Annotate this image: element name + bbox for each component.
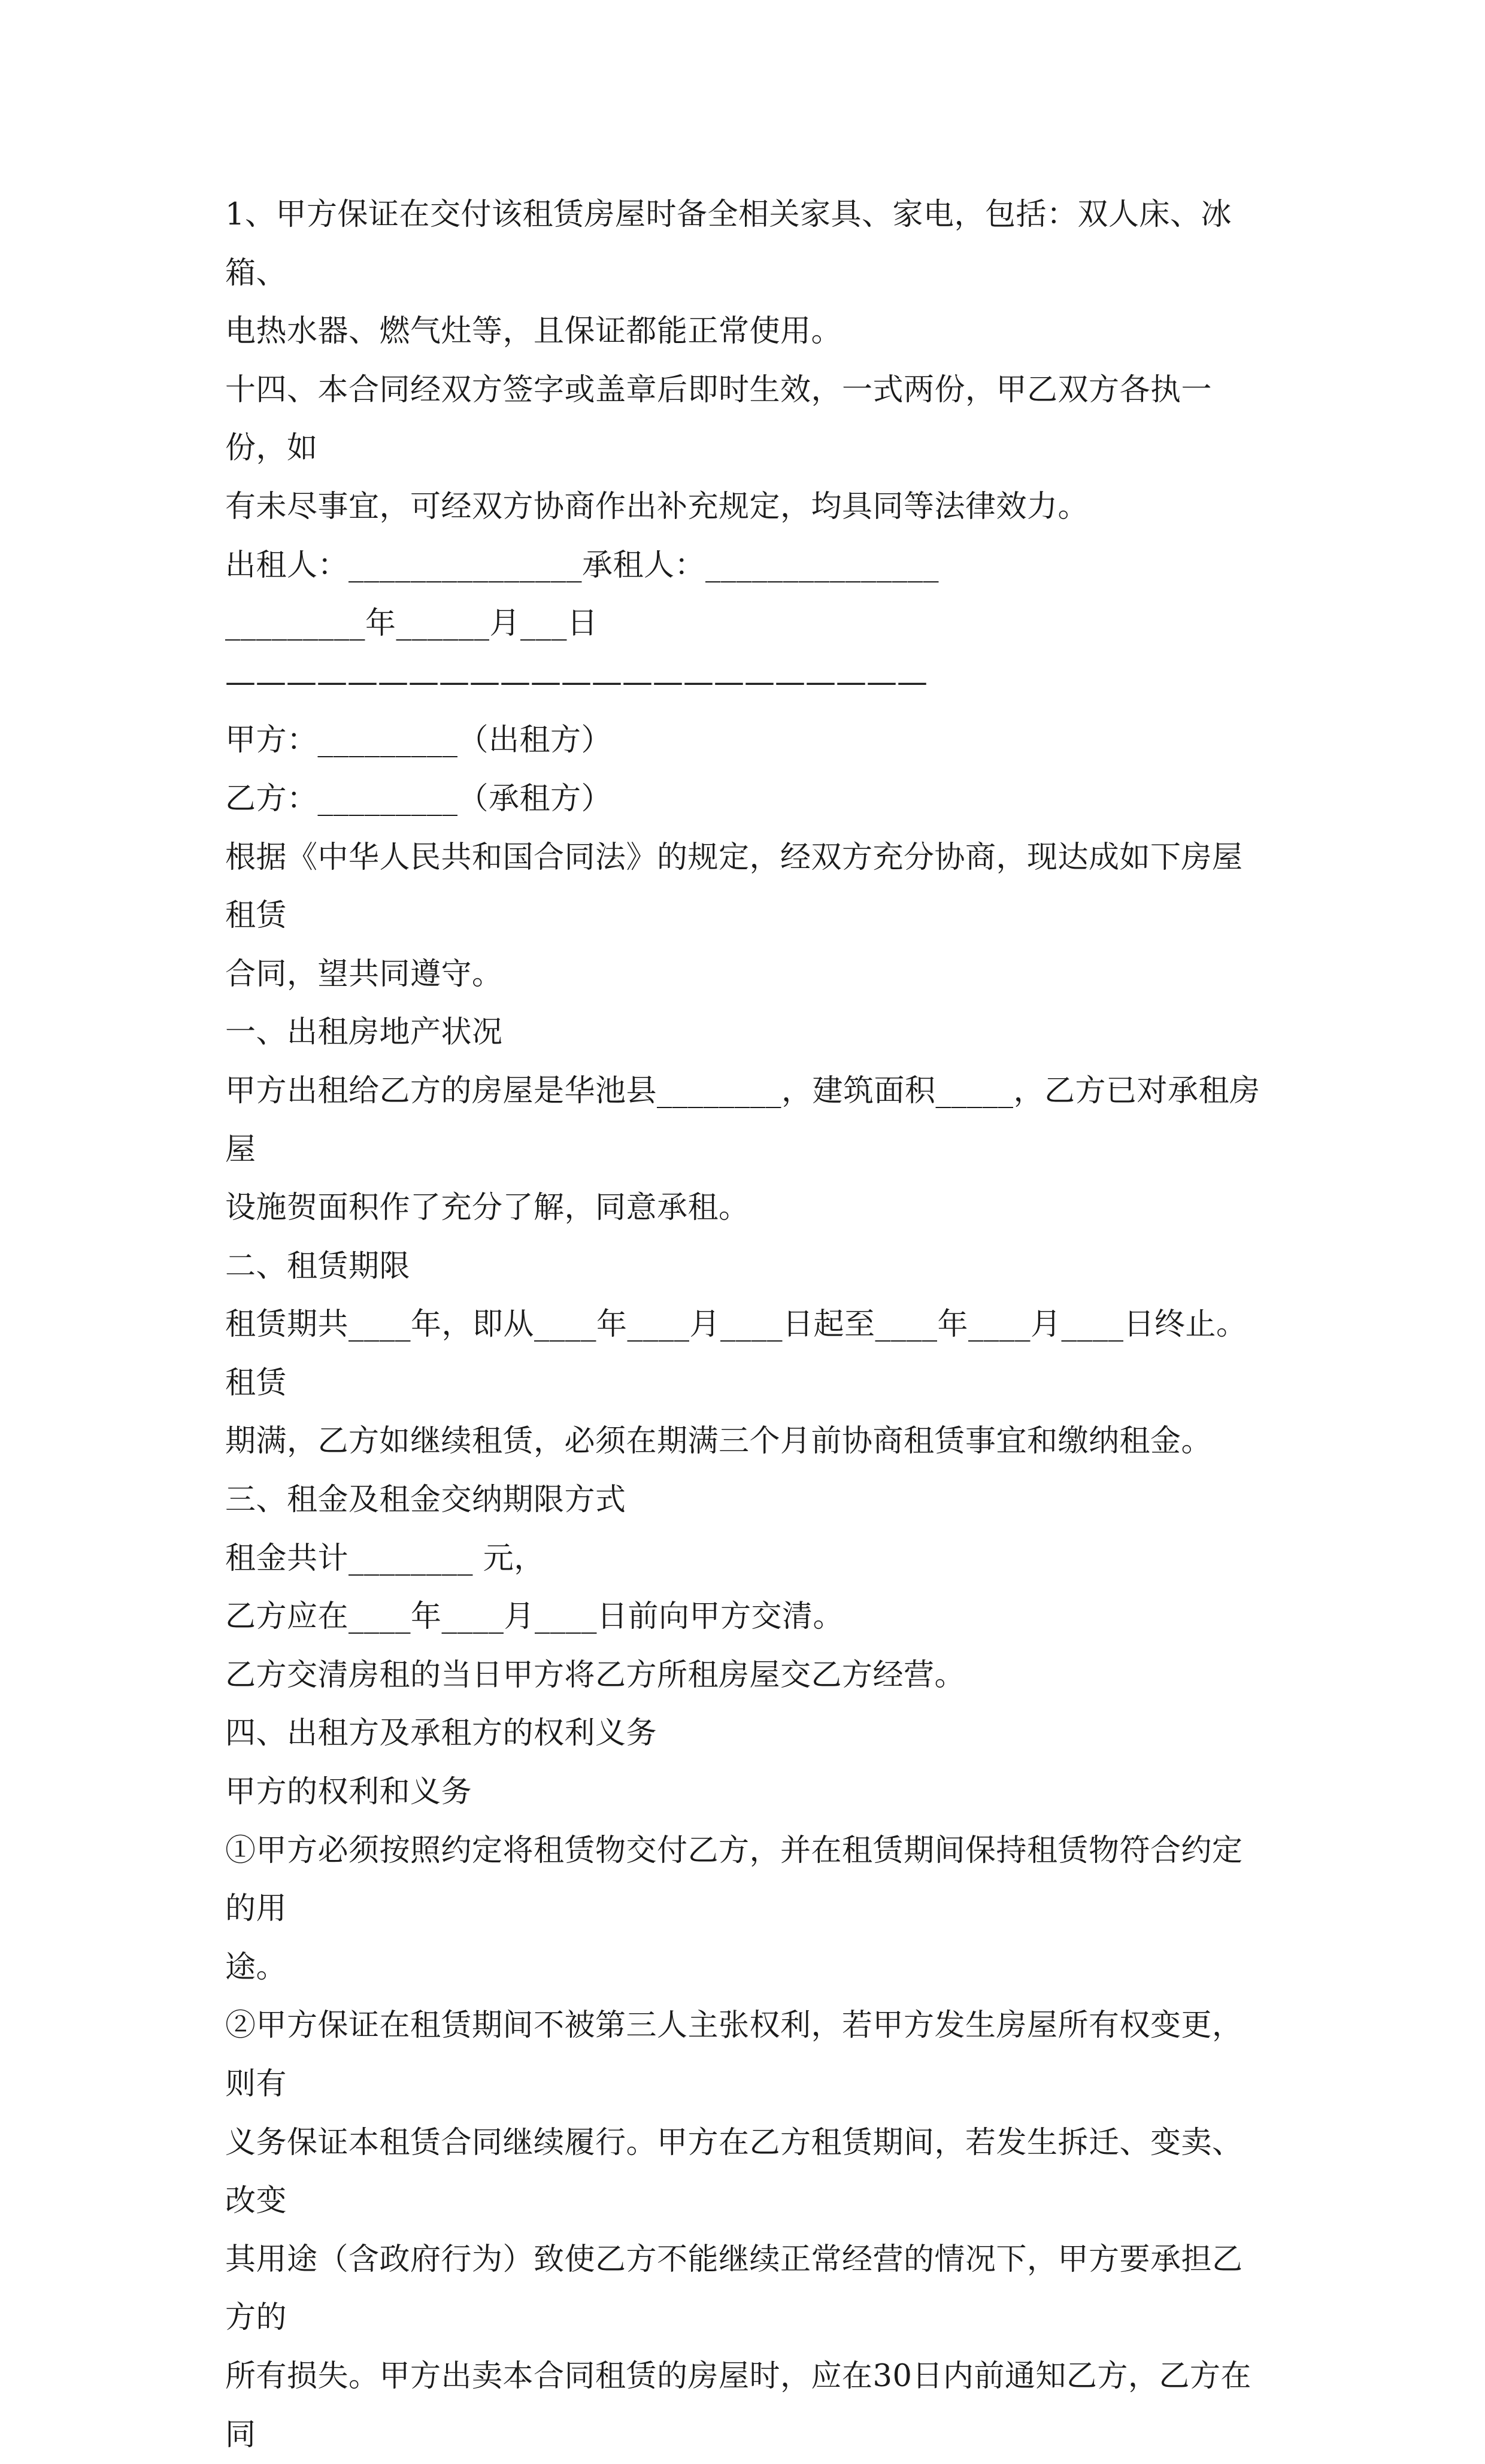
- term-line-1: 租赁期共____年，即从____年____月____日起至____年____月____日终止。租赁: [225, 1307, 1247, 1401]
- clause-1-furniture-line-1: 1、甲方保证在交付该租赁房屋时备全相关家具、家电，包括：双人床、冰箱、: [225, 197, 1232, 291]
- heading-section-3: 三、租金及租金交纳期限方式: [225, 1482, 626, 1518]
- preamble-line-2: 合同，望共同遵守。: [225, 956, 503, 992]
- clause-14-effect-line-2: 有未尽事宜，可经双方协商作出补充规定，均具同等法律效力。: [225, 488, 1089, 524]
- party-b-line: 乙方：_________（承租方）: [225, 781, 613, 817]
- preamble-line-1: 根据《中华人民共和国合同法》的规定，经双方充分协商，现达成如下房屋租赁: [225, 839, 1243, 934]
- handover-line: 乙方交清房租的当日甲方将乙方所租房屋交乙方经营。: [225, 1657, 966, 1693]
- obligation-2-line-1: ②甲方保证在租赁期间不被第三人主张权利，若甲方发生房屋所有权变更，则有: [225, 2008, 1243, 2102]
- rent-total-line: 租金共计________ 元，: [225, 1540, 545, 1576]
- subheading-party-a-rights: 甲方的权利和义务: [225, 1774, 472, 1810]
- obligation-1-line-2: 途。: [225, 1949, 287, 1985]
- term-line-2: 期满，乙方如继续租赁，必须在期满三个月前协商租赁事宜和缴纳租金。: [225, 1424, 1213, 1459]
- heading-section-2: 二、租赁期限: [225, 1248, 411, 1284]
- obligation-2-line-4: 所有损失。甲方出卖本合同租赁的房屋时，应在30日内前通知乙方，乙方在同: [225, 2358, 1251, 2453]
- section-divider: ———————————————————————: [225, 664, 928, 700]
- signature-line: 出租人：_______________承租人：_______________: [225, 547, 940, 583]
- heading-section-4: 四、出租方及承租方的权利义务: [225, 1716, 657, 1752]
- property-line-2: 设施贺面积作了充分了解，同意承租。: [225, 1190, 750, 1226]
- obligation-2-line-2: 义务保证本租赁合同继续履行。甲方在乙方租赁期间，若发生拆迁、变卖、改变: [225, 2125, 1243, 2219]
- clause-1-furniture-line-2: 电热水器、燃气灶等，且保证都能正常使用。: [225, 314, 842, 350]
- heading-section-1: 一、出租房地产状况: [225, 1015, 503, 1051]
- date-line: _________年______月___日: [225, 606, 598, 642]
- rent-due-line: 乙方应在____年____月____日前向甲方交清。: [225, 1599, 844, 1635]
- party-a-line: 甲方：_________（出租方）: [225, 723, 613, 758]
- property-line-1: 甲方出租给乙方的房屋是华池县________，建筑面积_____，乙方已对承租房屋: [225, 1073, 1260, 1167]
- contract-body: [225, 186, 1267, 2464]
- obligation-1-line-1: ①甲方必须按照约定将租赁物交付乙方，并在租赁期间保持租赁物符合约定的用: [225, 1832, 1243, 1927]
- clause-14-effect-line-1: 十四、本合同经双方签字或盖章后即时生效，一式两份，甲乙双方各执一份，如: [225, 372, 1213, 466]
- obligation-2-line-3: 其用途（含政府行为）致使乙方不能继续正常经营的情况下，甲方要承担乙方的: [225, 2241, 1243, 2336]
